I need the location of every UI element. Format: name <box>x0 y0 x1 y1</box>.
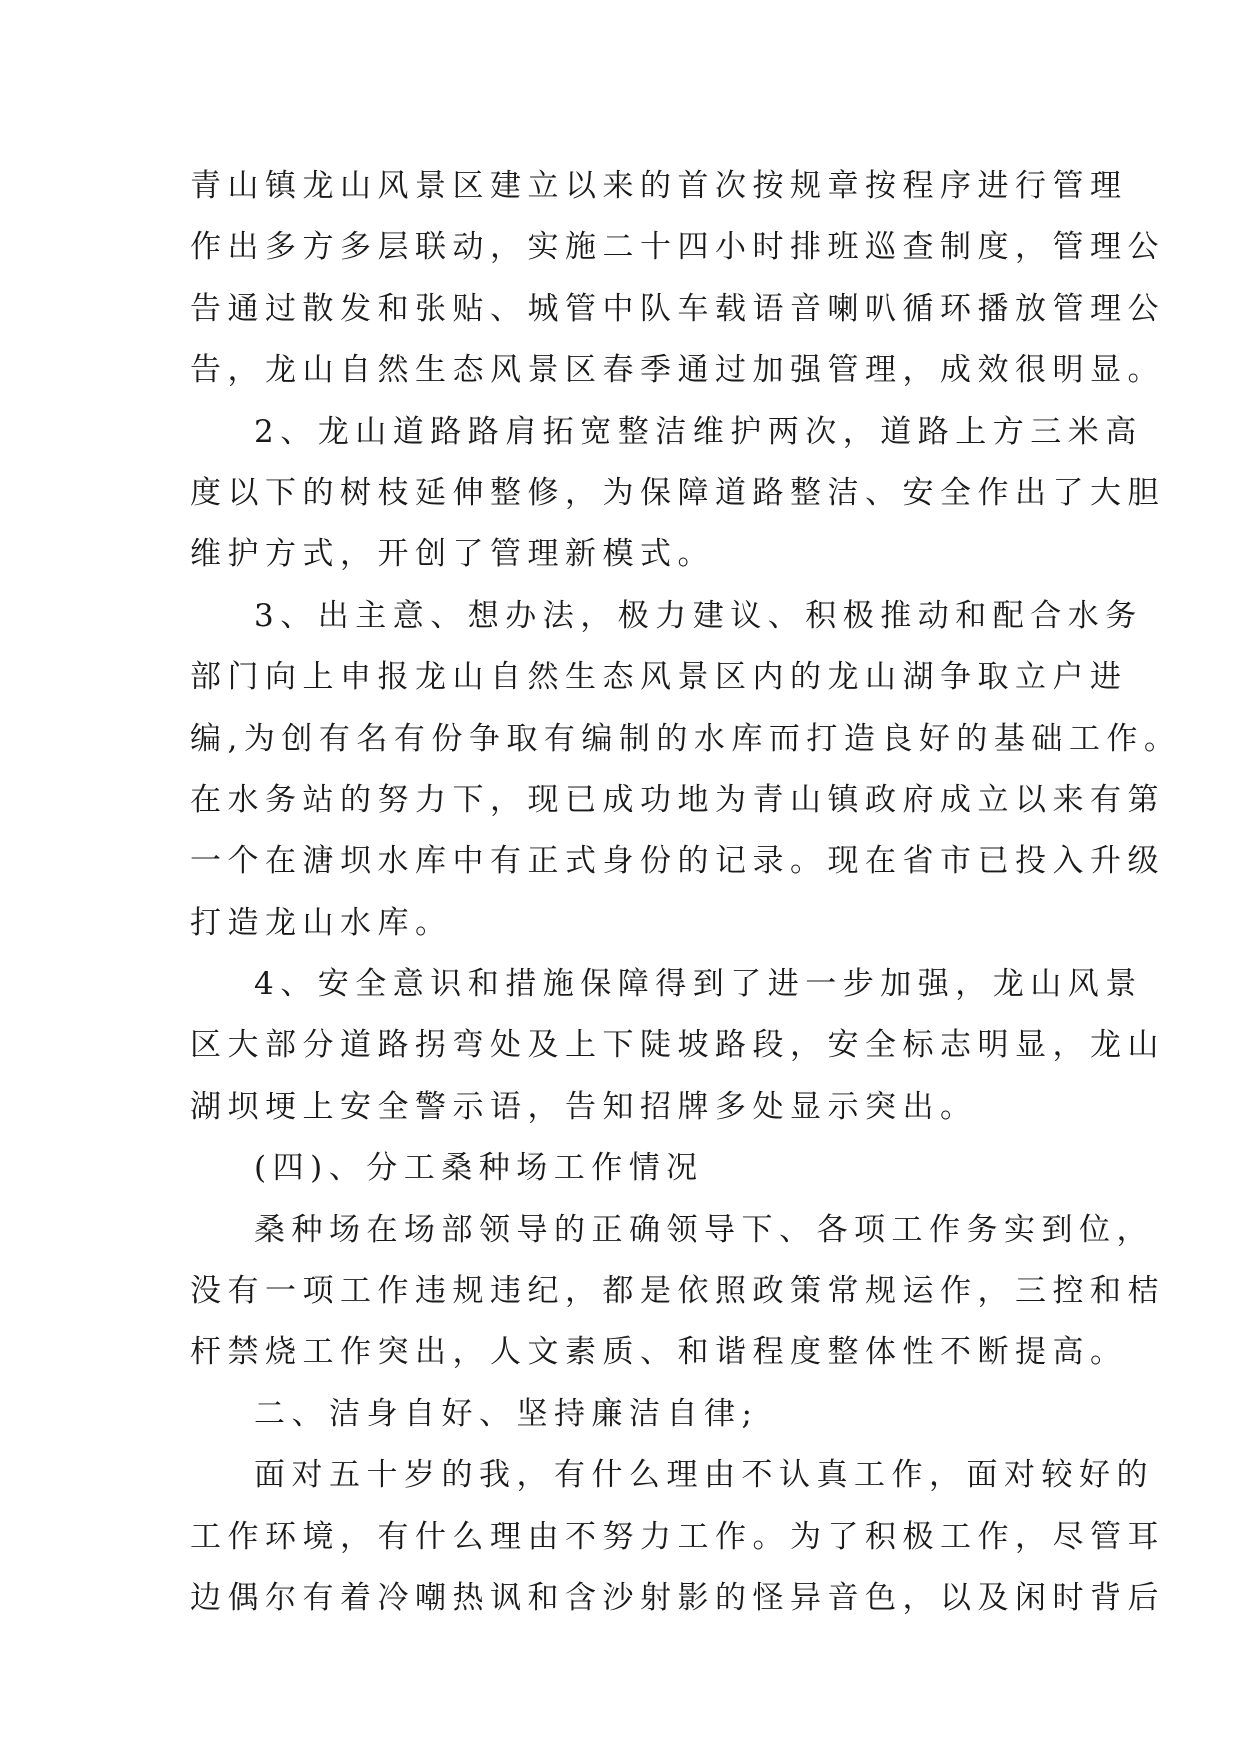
paragraph-start-line: 面对五十岁的我，有什么理由不认真工作，面对较好的 <box>254 1457 1154 1494</box>
text-line: 打造龙山水库。 <box>190 904 453 941</box>
text-line: 边偶尔有着冷嘲热讽和含沙射影的怪异音色，以及闲时背后 <box>190 1579 1165 1616</box>
text-line: 没有一项工作违规违纪，都是依照政策常规运作，三控和桔 <box>190 1273 1165 1310</box>
section-heading: 二、洁身自好、坚持廉洁自律; <box>254 1395 759 1432</box>
text-line: 编,为创有名有份争取有编制的水库而打造良好的基础工作。 <box>190 720 1182 757</box>
paragraph-start-line: 3、出主意、想办法，极力建议、积极推动和配合水务 <box>254 597 1143 634</box>
text-line: 区大部分道路拐弯处及上下陡坡路段，安全标志明显，龙山 <box>190 1027 1165 1064</box>
paragraph-start-line: 4、安全意识和措施保障得到了进一步加强，龙山风景 <box>254 966 1143 1003</box>
text-line: 一个在溏坝水库中有正式身份的记录。现在省市已投入升级 <box>190 843 1165 880</box>
text-line: 工作环境，有什么理由不努力工作。为了积极工作，尽管耳 <box>190 1518 1165 1555</box>
section-heading: (四)、分工桑种场工作情况 <box>254 1150 704 1187</box>
text-line: 度以下的树枝延伸整修，为保障道路整洁、安全作出了大胆 <box>190 474 1165 511</box>
text-line: 作出多方多层联动，实施二十四小时排班巡查制度，管理公 <box>190 229 1165 266</box>
text-line: 杆禁烧工作突出，人文素质、和谐程度整体性不断提高。 <box>190 1334 1128 1371</box>
text-line: 青山镇龙山风景区建立以来的首次按规章按程序进行管理 <box>190 168 1128 204</box>
text-line: 在水务站的努力下，现已成功地为青山镇政府成立以来有第 <box>190 781 1165 818</box>
document-body <box>190 156 1182 1629</box>
paragraph-start-line: 桑种场在场部领导的正确领导下、各项工作务实到位， <box>254 1211 1154 1248</box>
text-line: 告，龙山自然生态风景区春季通过加强管理，成效很明显。 <box>190 352 1165 389</box>
text-line: 部门向上申报龙山自然生态风景区内的龙山湖争取立户进 <box>190 659 1128 696</box>
text-line: 维护方式，开创了管理新模式。 <box>190 536 715 573</box>
paragraph-start-line: 2、龙山道路路肩拓宽整洁维护两次，道路上方三米高 <box>254 413 1143 450</box>
text-line: 告通过散发和张贴、城管中队车载语音喇叭循环播放管理公 <box>190 290 1165 327</box>
text-line: 湖坝埂上安全警示语，告知招牌多处显示突出。 <box>190 1088 978 1125</box>
